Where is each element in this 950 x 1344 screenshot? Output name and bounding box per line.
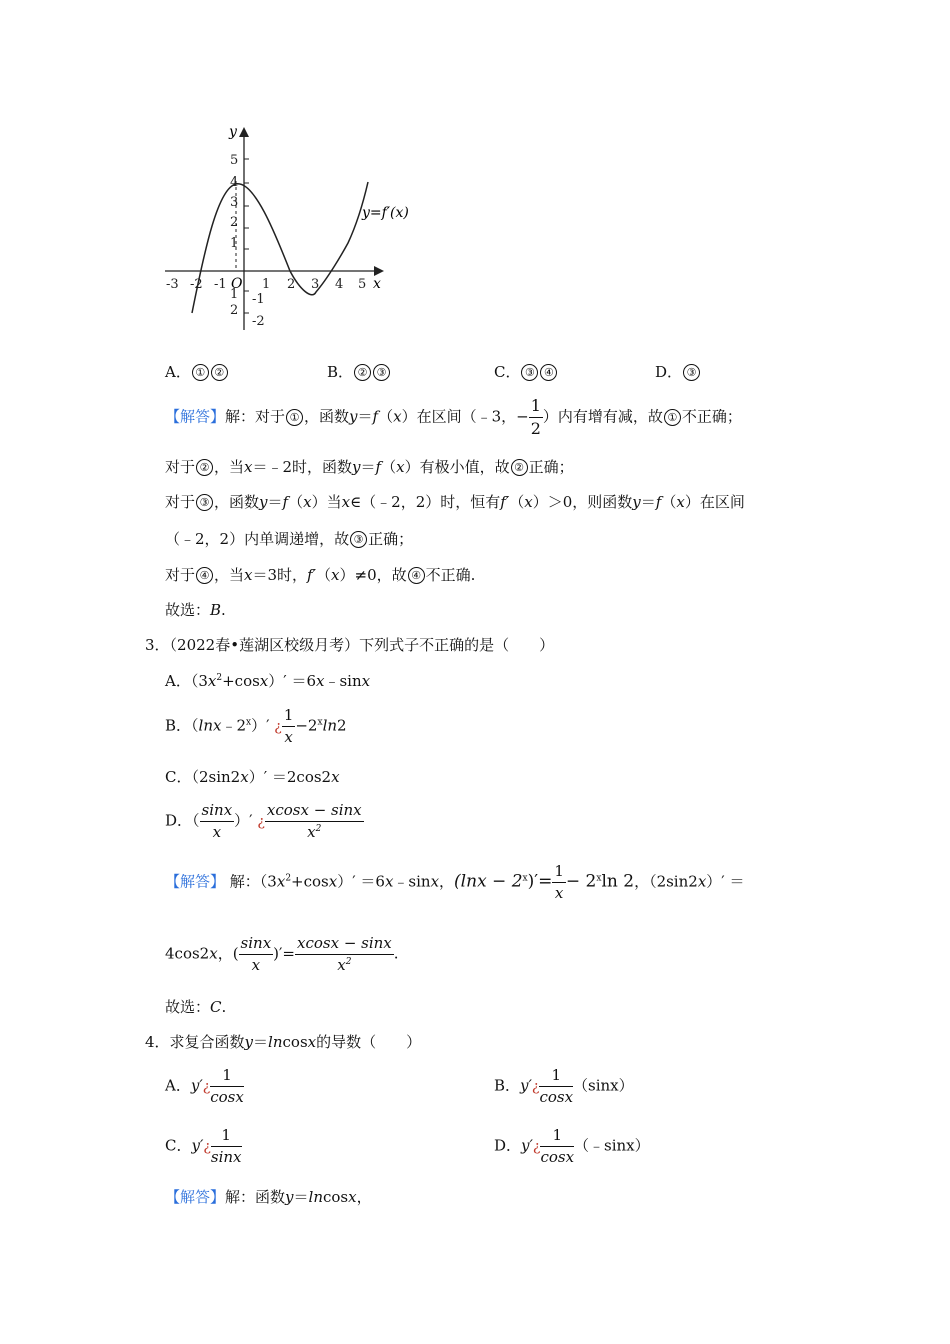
fraction: $\frac{1}{\sin x}$ [210,1126,242,1166]
circled-number: ② [354,364,371,381]
x-tick: 4 [335,277,344,292]
q3-option-a[interactable]: A．$(3x^2+\cos x)'$ ＝6x﹣sinx [165,672,371,690]
fraction: $\frac{1}{x}$ [554,862,564,902]
answer-tag: 【解答】 [165,407,226,426]
q4-stem: 4．求复合函数y＝lncosx的导数（ ） [145,1033,422,1051]
q3-answer-line1: 【解答】 解：$(3x^2+\cos x)'$ ＝6x﹣sinx，$(\ln x - 2^x)'=$ $\frac{1}{x}$ − $2^x\ln$ 2，（2sin2x）′ ＝ [165,862,745,902]
q2-answer-line2: 对于 ② ，当x＝﹣2时，函数y＝f（x）有极小值，故 ② 正确； [165,458,574,476]
x-tick: 5 [358,277,367,292]
q3-option-c[interactable]: C．（2sin2x）′ ＝2cos2x [165,768,340,786]
y-tick: 3 [230,195,239,210]
q2-answer-line4: （﹣2，2）内单调递增，故 ③ 正确； [165,530,414,548]
y-tick: 2 [230,215,239,230]
circled-number: ③ [521,364,538,381]
q4-option-d[interactable]: D．y′¿ $\frac{1}{\cos x}$ （﹣sinx） [494,1126,650,1166]
option-a[interactable]: A． ① ② [165,364,229,381]
x-tick: -3 [166,277,179,292]
curve-label: y=f′(x) [362,205,409,221]
x-tick: -1 [214,277,227,292]
fraction: $\frac{xcosx - \sin x}{x^2}$ [266,801,362,841]
derivative-graph [150,118,420,338]
q2-answer-line1: 【解答】解：对于 ① ，函数y＝f（x）在区间（﹣3，− $\frac{1}{2}$ ）内有增有减，故 ① 不正确； [165,396,742,438]
x-tick: 2 [287,277,296,292]
fraction: $\frac{1}{x}$ [283,706,294,746]
fraction: $\frac{\sin x}{x}$ [240,934,272,974]
y-tick: -2 [252,314,265,329]
x-axis-label: x [373,276,381,292]
origin-label: O [231,276,243,292]
q4-option-a[interactable]: A．y′¿ $\frac{1}{\cos x}$ [165,1066,244,1106]
y-tick: 4 [230,175,239,190]
answer-tag: 【解答】 [165,872,226,891]
q3-option-d[interactable]: D．（ $\frac{\sin x}{x}$ ）′ ¿ $\frac{xcosx - \sin x}{x^2}$ [165,801,362,841]
y-axis-arrow [239,127,249,137]
y-tick: -1 [252,292,265,307]
fraction: $\frac{1}{\cos x}$ [539,1066,574,1106]
q4-option-c[interactable]: C．y′¿ $\frac{1}{\sin x}$ [165,1126,242,1166]
fraction: $\frac{xcosx - \sin x}{x^2}$ [297,934,392,974]
q3-stem: 3．（2022春•莲湖区校级月考）下列式子不正确的是（ ） [145,636,555,654]
q3-answer-line2: 4cos2x，( $\frac{\sin x}{x}$ )′= $\frac{xcosx - \sin x}{x^2}$ . [165,934,399,974]
x-axis-arrow [374,266,384,276]
circled-number: ③ [683,364,700,381]
fraction: $\frac{\sin x}{x}$ [201,801,233,841]
circled-number: ③ [373,364,390,381]
option-d[interactable]: D． ③ [655,364,701,381]
stray-label: 2 [230,303,239,318]
q2-answer-line3: 对于 ③ ，函数y＝f（x）当x∈（﹣2，2）时，恒有f′（x）＞0，则函数y＝f（x）在区间 [165,493,745,511]
q3-choice: 故选：C. [165,998,227,1016]
circled-number: ④ [540,364,557,381]
circled-number: ② [211,364,228,381]
circled-number: ① [192,364,209,381]
option-c[interactable]: C． ③ ④ [494,364,558,381]
answer-tag: 【解答】 [165,1188,226,1206]
fraction: $\frac{1}{\cos x}$ [210,1066,244,1106]
fraction: $\frac{1}{\cos x}$ [540,1126,575,1166]
y-tick: 5 [230,153,239,168]
x-tick: -2 [190,277,203,292]
option-b[interactable]: B． ② ③ [327,364,391,381]
stray-label: 1 [230,287,239,302]
x-tick: 1 [262,277,271,292]
q4-answer: 【解答】解：函数y＝lncosx， [165,1188,372,1206]
y-axis-label: y [229,124,237,140]
q2-choice: 故选：B. [165,601,226,619]
q4-option-b[interactable]: B．y′¿ $\frac{1}{\cos x}$ （sinx） [494,1066,634,1106]
q3-option-b[interactable]: B．（lnx﹣2$^x$）′ ¿ $\frac{1}{x}$ $-2^x\ln 2$ [165,706,347,746]
fraction: $\frac{1}{2}$ [530,396,541,438]
x-tick: 3 [311,277,320,292]
y-tick: 1 [230,236,239,251]
q2-answer-line5: 对于 ④ ，当x＝3时，f′（x）≠0，故 ④ 不正确. [165,566,476,584]
derivative-curve [192,182,368,313]
